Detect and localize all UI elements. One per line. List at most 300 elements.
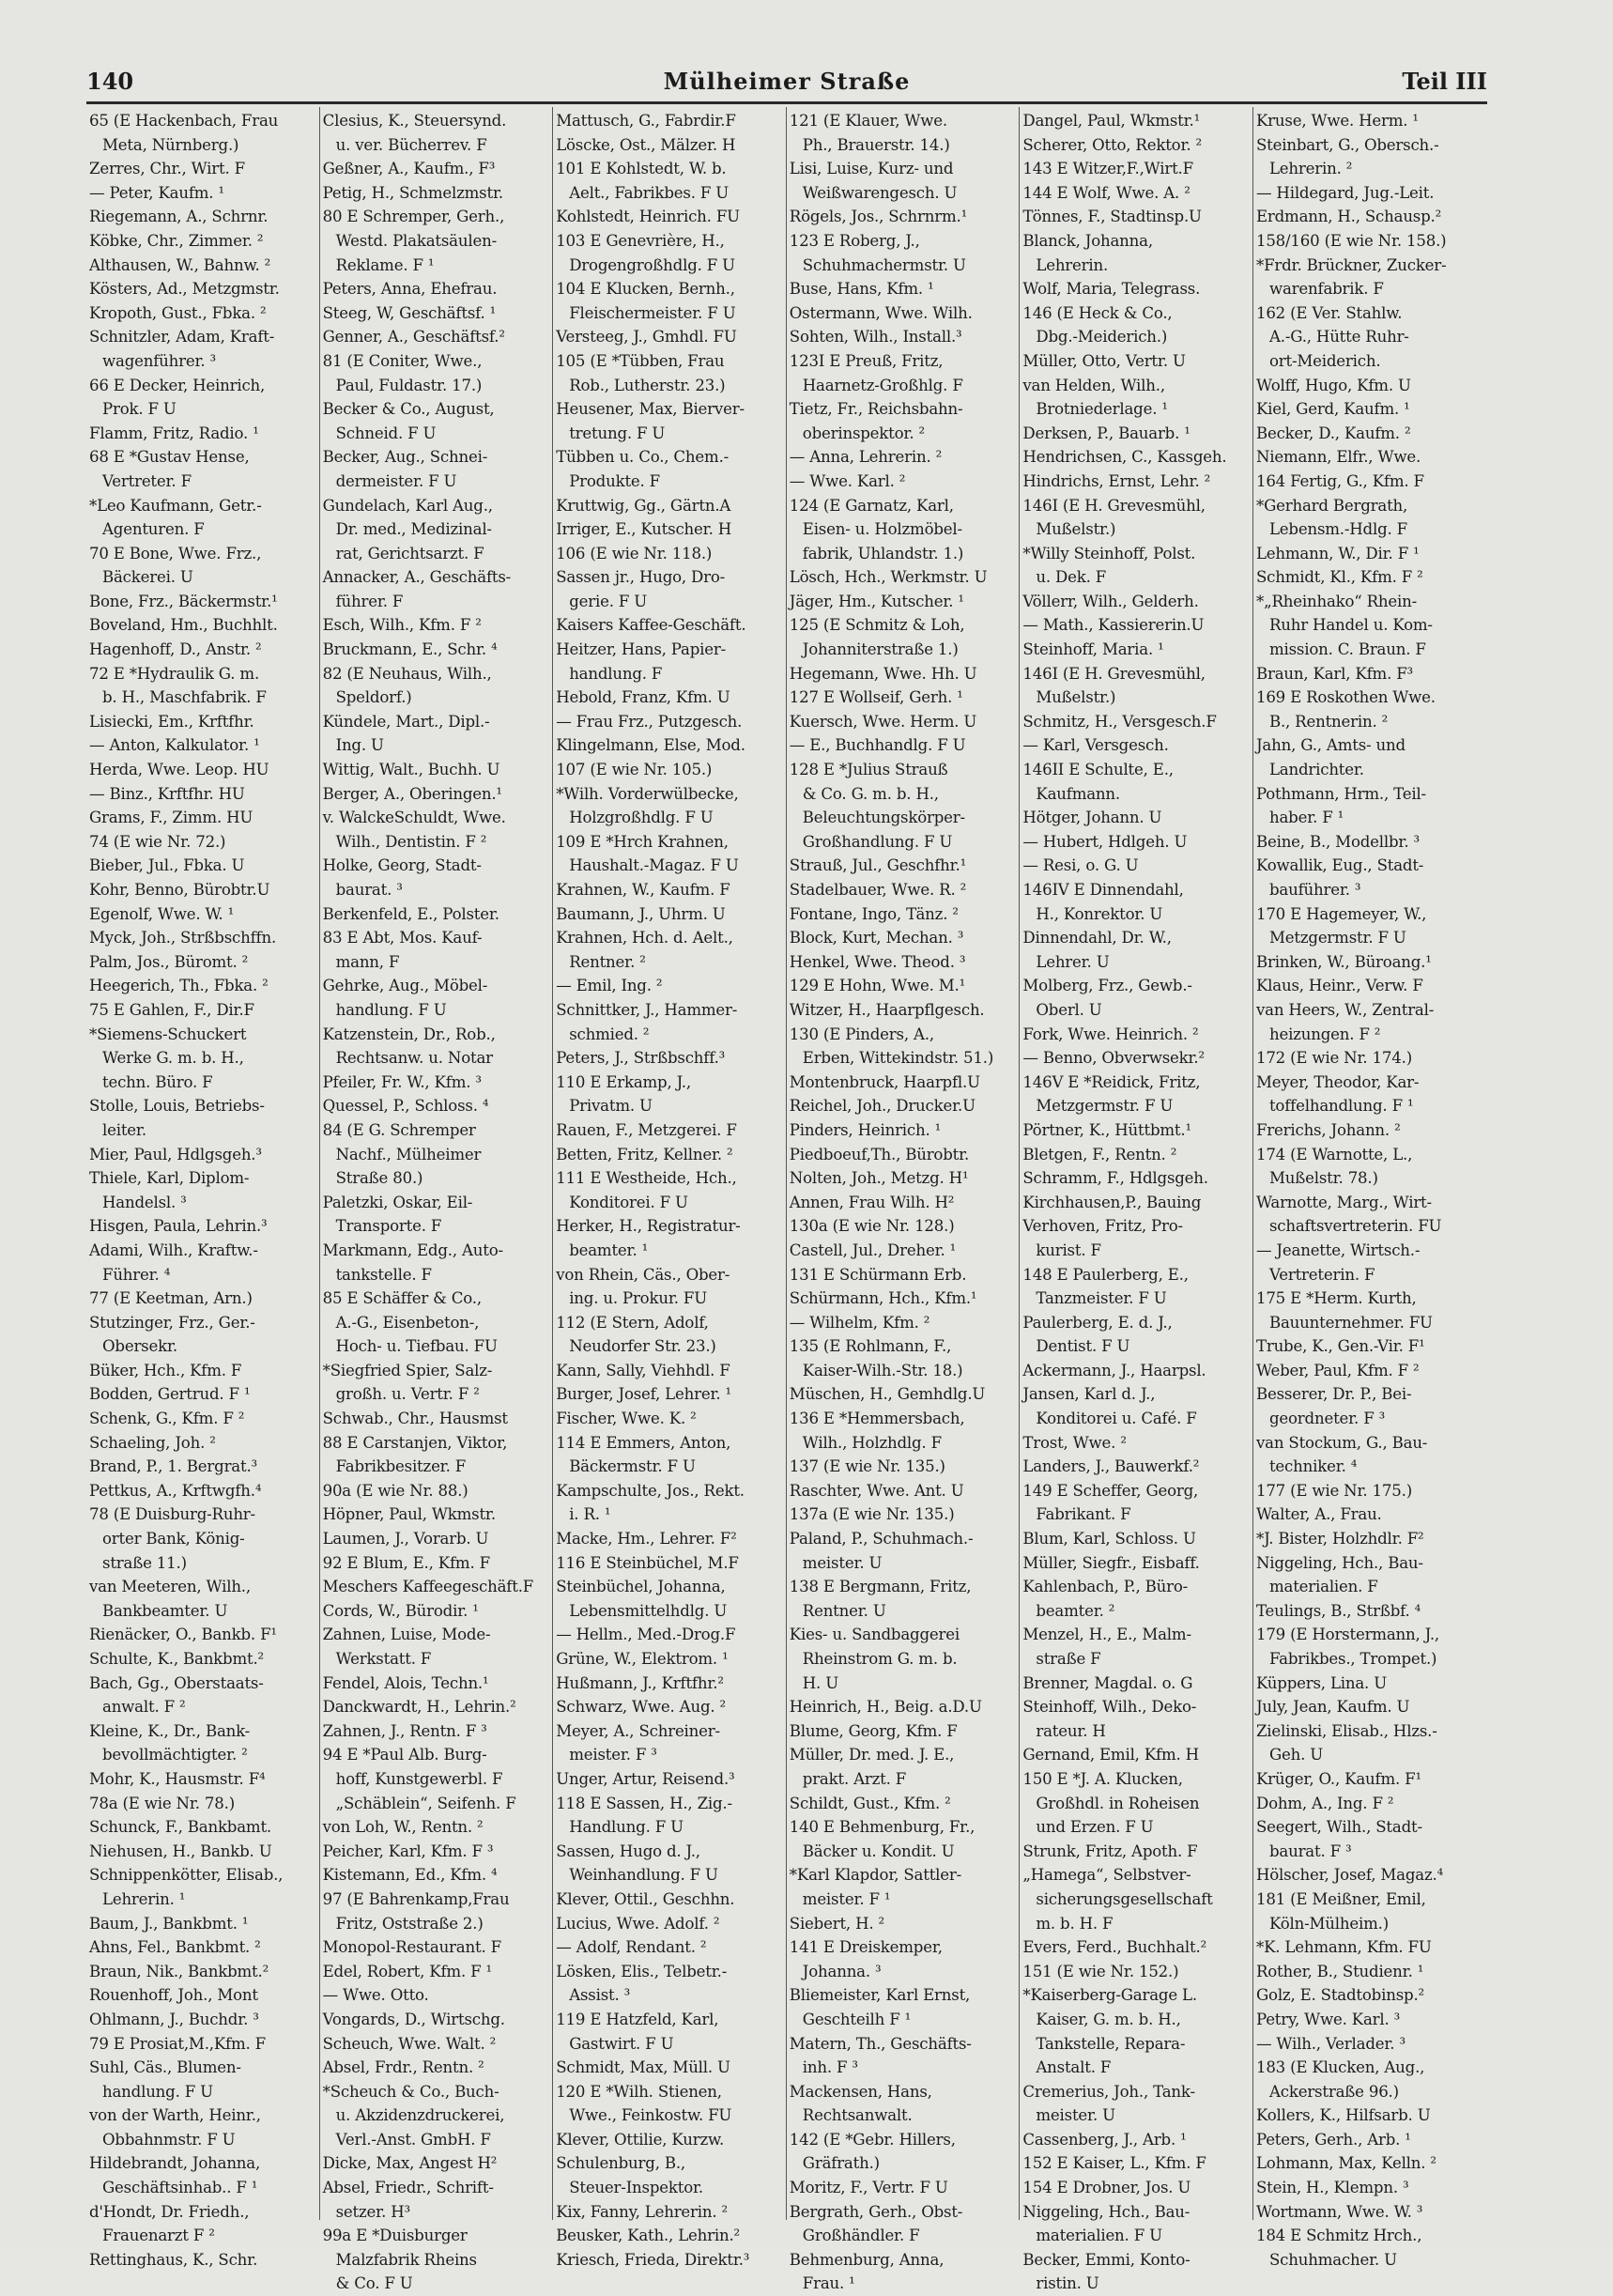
directory-entry-line: 140 E Behmenburg, Fr.,	[789, 1818, 975, 1837]
directory-entry-line: Fork, Wwe. Heinrich. ²	[1022, 1025, 1199, 1043]
directory-entry-line: *Gerhard Bergrath,	[1255, 496, 1408, 515]
directory-entry-line: Jansen, Karl d. J.,	[1022, 1385, 1156, 1404]
directory-entry-line: Lebensm.-Hdlg. F	[1268, 520, 1407, 539]
directory-entry-line: Macke, Hm., Lehrer. F²	[556, 1530, 737, 1549]
directory-entry-line: Trube, K., Gen.-Vir. F¹	[1255, 1337, 1425, 1356]
directory-entry-line: baurat. ³	[335, 881, 403, 899]
directory-entry-line: Mackensen, Hans,	[789, 2082, 932, 2101]
directory-entry-line: 88 E Carstanjen, Viktor,	[322, 1433, 508, 1452]
directory-entry-line: Beine, B., Modellbr. ³	[1255, 832, 1420, 851]
directory-entry-line: Bach, Gg., Oberstaats-	[89, 1673, 264, 1692]
directory-entry-line: Niggeling, Hch., Bau-	[1255, 1553, 1423, 1572]
directory-entry-line: Wortmann, Wwe. W. ³	[1255, 2202, 1423, 2221]
directory-entry-line: 107 (E wie Nr. 105.)	[556, 761, 713, 779]
directory-entry-line: 172 (E wie Nr. 174.)	[1255, 1049, 1412, 1068]
directory-entry-line: Molberg, Frz., Gewb.-	[1022, 977, 1192, 995]
directory-entry-line: Unger, Artur, Reisend.³	[556, 1769, 735, 1788]
directory-entry-line: Rechtsanw. u. Notar	[335, 1049, 493, 1068]
directory-entry-line: Lösch, Hch., Werkmstr. U	[789, 568, 988, 587]
directory-entry-line: Konditorei. F U	[569, 1193, 688, 1211]
directory-entry-line: 146V E *Reidick, Fritz,	[1022, 1072, 1201, 1091]
directory-entry-line: materialien. F U	[1036, 2227, 1162, 2245]
directory-columns	[86, 107, 1487, 2293]
directory-entry-line: Steeg, W, Geschäftsf. ¹	[322, 303, 497, 322]
directory-entry-line: 90a (E wie Nr. 88.)	[322, 1481, 469, 1500]
directory-entry-line: Siebert, H. ²	[789, 1914, 884, 1933]
directory-entry-line: Köln-Mülheim.)	[1268, 1914, 1389, 1933]
directory-entry-line: Stadelbauer, Wwe. R. ²	[789, 881, 967, 899]
directory-entry-line: Kösters, Ad., Metzgmstr.	[89, 280, 280, 299]
directory-entry-line: — Karl, Versgesch.	[1022, 736, 1169, 755]
directory-entry-line: Kaiser-Wilh.-Str. 18.)	[802, 1361, 963, 1379]
directory-entry-line: geordneter. F ³	[1268, 1410, 1386, 1428]
directory-entry-line: ristin. U	[1036, 2274, 1099, 2293]
directory-entry-line: Monopol-Restaurant. F	[322, 1938, 501, 1957]
directory-entry-line: Schürmann, Hch., Kfm.¹	[789, 1289, 977, 1308]
directory-entry-line: Kaiser, G. m. b. H.,	[1036, 2010, 1181, 2028]
directory-entry-line: Dicke, Max, Angest H²	[322, 2154, 498, 2173]
directory-entry-line: Dohm, A., Ing. F ²	[1255, 1794, 1394, 1812]
directory-entry-line: 142 (E *Gebr. Hillers,	[789, 2130, 956, 2149]
directory-entry-line: von der Warth, Heinr.,	[89, 2106, 261, 2125]
directory-entry-line: Peicher, Karl, Kfm. F ³	[322, 1841, 494, 1860]
directory-entry-line: Meyer, Theodor, Kar-	[1255, 1072, 1420, 1091]
directory-entry-line: *K. Lehmann, Kfm. FU	[1255, 1938, 1432, 1957]
directory-entry-line: Lehrerin. ¹	[102, 1889, 186, 1908]
directory-entry-line: 94 E *Paul Alb. Burg-	[322, 1746, 487, 1764]
directory-entry-line: haber. F ¹	[1268, 809, 1344, 827]
directory-entry-line: bauführer. ³	[1268, 881, 1361, 899]
directory-entry-line: 123 E Roberg, J.,	[789, 231, 920, 250]
directory-entry-line: materialien. F	[1268, 1578, 1378, 1596]
directory-entry-line: — Wwe. Otto.	[322, 1986, 429, 2005]
directory-entry-line: Besserer, Dr. P., Bei-	[1255, 1385, 1412, 1404]
directory-entry-line: mission. C. Braun. F	[1268, 640, 1426, 659]
directory-entry-line: m. b. H. F	[1036, 1914, 1114, 1933]
directory-entry-line: 146 (E Heck & Co.,	[1022, 303, 1173, 322]
directory-entry-line: Becker, Emmi, Konto-	[1022, 2250, 1191, 2269]
directory-entry-line: tankstelle. F	[335, 1265, 432, 1284]
directory-entry-line: Vertreterin. F	[1268, 1265, 1375, 1284]
directory-entry-line: Ruhr Handel u. Kom-	[1268, 616, 1433, 635]
directory-entry-line: 74 (E wie Nr. 72.)	[89, 832, 226, 851]
directory-entry-line: Rouenhoff, Joh., Mont	[89, 1986, 258, 2005]
directory-entry-line: Bone, Frz., Bäckermstr.¹	[89, 592, 278, 610]
directory-entry-line: Reichel, Joh., Drucker.U	[789, 1097, 975, 1116]
directory-entry-line: Landers, J., Bauwerkf.²	[1022, 1457, 1200, 1476]
directory-entry-line: großh. u. Vertr. F ²	[335, 1385, 480, 1404]
directory-entry-line: Lehrerin. ²	[1268, 160, 1353, 178]
directory-entry-line: Schwab., Chr., Hausmst	[322, 1410, 508, 1428]
directory-entry-line: Klever, Ottilie, Kurzw.	[556, 2130, 725, 2149]
directory-entry-line: 162 (E Ver. Stahlw.	[1255, 303, 1403, 322]
directory-entry-line: Heinrich, H., Beig. a.D.U	[789, 1698, 982, 1717]
directory-entry-line: Golz, E. Stadtobinsp.²	[1255, 1986, 1424, 2005]
directory-entry-line: Küppers, Lina. U	[1255, 1673, 1387, 1692]
directory-entry-line: Lisi, Luise, Kurz- und	[789, 160, 954, 178]
directory-entry-line: Zahnen, Luise, Mode-	[322, 1626, 491, 1644]
directory-entry-line: 82 (E Neuhaus, Wilh.,	[322, 664, 492, 683]
directory-entry-line: Jahn, G., Amts- und	[1255, 736, 1406, 755]
directory-entry-line: Becker, Aug., Schnei-	[322, 448, 488, 467]
directory-entry-line: anwalt. F ²	[102, 1698, 186, 1717]
directory-entry-line: 184 E Schmitz Hrch.,	[1255, 2227, 1422, 2245]
directory-entry-line: Aelt., Fabrikbes. F U	[569, 183, 730, 202]
directory-entry-line: Bäcker u. Kondit. U	[802, 1841, 955, 1860]
directory-entry-line: — Adolf, Rendant. ²	[556, 1938, 707, 1957]
directory-entry-line: Landrichter.	[1268, 761, 1364, 779]
directory-entry-line: Scherer, Otto, Rektor. ²	[1022, 135, 1202, 154]
directory-entry-line: 78a (E wie Nr. 78.)	[89, 1794, 235, 1812]
directory-entry-line: beamter. ¹	[569, 1240, 649, 1259]
directory-entry-line: Agenturen. F	[102, 520, 205, 539]
column-3	[553, 107, 787, 2269]
directory-entry-line: Nolten, Joh., Metzg. H¹	[789, 1169, 969, 1188]
column-1	[86, 107, 320, 2269]
directory-entry-line: Stutzinger, Frz., Ger.-	[89, 1313, 255, 1332]
directory-entry-line: von Loh, W., Rentn. ²	[322, 1818, 484, 1837]
directory-entry-line: Bodden, Gertrud. F ¹	[89, 1385, 251, 1404]
directory-entry-line: Ostermann, Wwe. Wilh.	[789, 303, 973, 322]
directory-entry-line: Eisen- u. Holzmöbel-	[802, 520, 962, 539]
directory-entry-line: Fabrikbesitzer. F	[335, 1457, 467, 1476]
directory-entry-line: — Peter, Kaufm. ¹	[89, 183, 224, 202]
directory-entry-line: Schaeling, Joh. ²	[89, 1433, 216, 1452]
directory-entry-line: Vongards, D., Wirtschg.	[322, 2010, 505, 2028]
directory-entry-line: Schuhmacher. U	[1268, 2250, 1397, 2269]
directory-entry-line: Henkel, Wwe. Theod. ³	[789, 952, 966, 971]
directory-entry-line: Stein, H., Klempn. ³	[1255, 2179, 1409, 2197]
directory-entry-line: Verl.-Anst. GmbH. F	[335, 2130, 491, 2149]
directory-entry-line: — Emil, Ing. ²	[556, 977, 663, 995]
directory-entry-line: Hagenhoff, D., Anstr. ²	[89, 640, 262, 659]
directory-entry-line: Kix, Fanny, Lehrerin. ²	[556, 2202, 728, 2221]
directory-entry-line: 120 E *Wilh. Stienen,	[556, 2082, 722, 2101]
directory-entry-line: Bäckerei. U	[102, 568, 193, 587]
directory-entry-line: Speldorf.)	[335, 688, 412, 707]
directory-entry-line: Klever, Ottil., Geschhn.	[556, 1889, 735, 1908]
directory-entry-line: & Co. G. m. b. H.,	[802, 784, 939, 803]
directory-entry-line: — Wilh., Verlader. ³	[1255, 2034, 1406, 2053]
directory-entry-line: *Scheuch & Co., Buch-	[322, 2082, 499, 2101]
directory-entry-line: 84 (E G. Schremper	[322, 1120, 476, 1139]
column-4	[787, 107, 1021, 2293]
directory-entry-line: Hindrichs, Ernst, Lehr. ²	[1022, 471, 1211, 490]
directory-entry-line: Ing. U	[335, 736, 384, 755]
directory-entry-line: — Hellm., Med.-Drog.F	[556, 1626, 736, 1644]
directory-entry-line: Anstalt. F	[1036, 2058, 1112, 2077]
directory-entry-line: Verhoven, Fritz, Pro-	[1022, 1217, 1183, 1236]
directory-entry-line: Kaufmann.	[1036, 784, 1120, 803]
directory-entry-line: Katzenstein, Dr., Rob.,	[322, 1025, 496, 1043]
directory-entry-line: van Helden, Wilh.,	[1022, 376, 1165, 394]
directory-entry-line: Höpner, Paul, Wkmstr.	[322, 1505, 496, 1524]
directory-entry-line: meister. F ¹	[802, 1889, 891, 1908]
directory-entry-line: techniker. ⁴	[1268, 1457, 1358, 1476]
directory-entry-line: 138 E Bergmann, Fritz,	[789, 1578, 972, 1596]
directory-entry-line: Lisiecki, Em., Krftfhr.	[89, 712, 254, 731]
street-heading: Mülheimer Straße	[663, 68, 911, 95]
directory-entry-line: Suhl, Cäs., Blumen-	[89, 2058, 241, 2077]
directory-entry-line: Montenbruck, Haarpfl.U	[789, 1072, 980, 1091]
directory-entry-line: Tankstelle, Repara-	[1036, 2034, 1186, 2053]
directory-entry-line: Kruse, Wwe. Herm. ¹	[1255, 112, 1419, 130]
directory-entry-line: Assist. ³	[569, 1986, 631, 2005]
directory-entry-line: Derksen, P., Bauarb. ¹	[1022, 424, 1191, 442]
directory-entry-line: Zahnen, J., Rentn. F ³	[322, 1721, 487, 1740]
directory-entry-line: Hebold, Franz, Kfm. U	[556, 688, 730, 707]
directory-entry-line: Fendel, Alois, Techn.¹	[322, 1673, 489, 1692]
directory-entry-line: 101 E Kohlstedt, W. b.	[556, 160, 727, 178]
page-number: 140	[86, 68, 134, 95]
directory-entry-line: Bäckermstr. F U	[569, 1457, 696, 1476]
directory-entry-line: Rienäcker, O., Bankb. F¹	[89, 1626, 277, 1644]
directory-entry-line: straße F	[1036, 1650, 1101, 1668]
directory-entry-line: Geh. U	[1268, 1746, 1324, 1764]
directory-entry-line: Becker & Co., August,	[322, 400, 495, 419]
directory-entry-line: July, Jean, Kaufm. U	[1255, 1698, 1410, 1717]
header-rule	[86, 101, 1487, 104]
directory-entry-line: Haarnetz-Großhlg. F	[802, 376, 963, 394]
directory-entry-line: Pörtner, K., Hüttbmt.¹	[1022, 1120, 1191, 1139]
directory-entry-line: van Meeteren, Wilh.,	[89, 1578, 251, 1596]
directory-entry-line: Holzgroßhdlg. F U	[569, 809, 714, 827]
directory-entry-line: — Resi, o. G. U	[1022, 856, 1139, 875]
directory-entry-line: Burger, Josef, Lehrer. ¹	[556, 1385, 731, 1404]
directory-entry-line: Geßner, A., Kaufm., F³	[322, 160, 496, 178]
directory-entry-line: Herda, Wwe. Leop. HU	[89, 761, 269, 779]
directory-entry-line: Petry, Wwe. Karl. ³	[1255, 2010, 1401, 2028]
directory-entry-line: „Schäblein“, Seifenh. F	[335, 1794, 516, 1812]
directory-entry-line: Raschter, Wwe. Ant. U	[789, 1481, 964, 1500]
directory-entry-line: Müller, Siegfr., Eisbaff.	[1022, 1553, 1200, 1572]
directory-entry-line: Privatm. U	[569, 1097, 653, 1116]
directory-entry-line: 136 E *Hemmersbach,	[789, 1410, 965, 1428]
directory-entry-line: Tübben u. Co., Chem.-	[556, 448, 730, 467]
directory-entry-line: Kistemann, Ed., Kfm. ⁴	[322, 1866, 498, 1885]
directory-entry-line: handlung. F U	[102, 2082, 213, 2101]
directory-entry-line: 177 (E wie Nr. 175.)	[1255, 1481, 1412, 1500]
directory-entry-line: Adami, Wilh., Kraftw.-	[89, 1240, 258, 1259]
directory-entry-line: fabrik, Uhlandstr. 1.)	[802, 544, 964, 562]
directory-entry-line: — Anton, Kalkulator. ¹	[89, 736, 260, 755]
directory-entry-line: Kohlstedt, Heinrich. FU	[556, 208, 740, 226]
directory-entry-line: Behmenburg, Anna,	[789, 2250, 945, 2269]
directory-entry-line: Irriger, E., Kutscher. H	[556, 520, 731, 539]
directory-entry-line: 175 E *Herm. Kurth,	[1255, 1289, 1417, 1308]
directory-entry-line: Egenolf, Wwe. W. ¹	[89, 904, 235, 923]
directory-entry-line: Bankbeamter. U	[102, 1601, 228, 1620]
directory-entry-line: Müller, Dr. med. J. E.,	[789, 1746, 955, 1764]
directory-entry-line: Geschteilh F ¹	[802, 2010, 912, 2028]
directory-entry-line: Meschers Kaffeegeschäft.F	[322, 1578, 534, 1596]
directory-entry-line: Klingelmann, Else, Mod.	[556, 736, 745, 755]
directory-entry-line: techn. Büro. F	[102, 1072, 213, 1091]
directory-entry-line: Obbahnmstr. F U	[102, 2130, 236, 2149]
directory-entry-line: 99a E *Duisburger	[322, 2227, 468, 2245]
directory-entry-line: Matern, Th., Geschäfts-	[789, 2034, 972, 2053]
directory-entry-line: Hötger, Johann. U	[1022, 809, 1162, 827]
directory-entry-line: Dr. med., Medizinal-	[335, 520, 492, 539]
directory-entry-line: Tönnes, F., Stadtinsp.U	[1022, 208, 1202, 226]
directory-entry-line: *Siemens-Schuckert	[89, 1025, 247, 1043]
directory-entry-line: Castell, Jul., Dreher. ¹	[789, 1240, 957, 1259]
directory-entry-line: Rauen, F., Metzgerei. F	[556, 1120, 737, 1139]
directory-entry-line: Warnotte, Marg., Wirt-	[1255, 1193, 1432, 1211]
directory-entry-line: Block, Kurt, Mechan. ³	[789, 929, 964, 948]
directory-entry-line: Hußmann, J., Krftfhr.²	[556, 1673, 724, 1692]
directory-entry-line: 146II E Schulte, E.,	[1022, 761, 1174, 779]
directory-entry-line: Petig, H., Schmelzmstr.	[322, 183, 503, 202]
directory-entry-line: 135 (E Rohlmann, F.,	[789, 1337, 952, 1356]
directory-entry-line: Mußelstr.)	[1036, 688, 1116, 707]
directory-entry-line: 116 E Steinbüchel, M.F	[556, 1553, 739, 1572]
directory-entry-line: 68 E *Gustav Hense,	[89, 448, 250, 467]
directory-entry-line: Völlerr, Wilh., Gelderh.	[1022, 592, 1199, 610]
directory-entry-line: Drogengroßhdlg. F U	[569, 255, 735, 274]
directory-entry-line: Niggeling, Hch., Bau-	[1022, 2202, 1191, 2221]
directory-entry-line: Konditorei u. Café. F	[1036, 1410, 1197, 1428]
directory-entry-line: Werke G. m. b. H.,	[102, 1049, 244, 1068]
directory-entry-line: Klaus, Heinr., Verw. F	[1255, 977, 1423, 995]
directory-entry-line: 179 (E Horstermann, J.,	[1255, 1626, 1439, 1644]
directory-entry-line: — Anna, Lehrerin. ²	[789, 448, 943, 467]
directory-entry-line: Lehrerin.	[1036, 255, 1109, 274]
directory-entry-line: Pinders, Heinrich. ¹	[789, 1120, 942, 1139]
directory-entry-line: u. Akzidenzdruckerei,	[335, 2106, 505, 2125]
directory-entry-line: 128 E *Julius Strauß	[789, 761, 948, 779]
directory-entry-line: Niemann, Elfr., Wwe.	[1255, 448, 1421, 467]
directory-entry-line: Ph., Brauerstr. 14.)	[802, 135, 950, 154]
column-2	[320, 107, 554, 2293]
directory-entry-line: 148 E Paulerberg, E.,	[1022, 1265, 1189, 1284]
directory-entry-line: Sassen jr., Hugo, Dro-	[556, 568, 726, 587]
directory-entry-line: Peters, J., Strßbschff.³	[556, 1049, 726, 1068]
directory-entry-line: Haushalt.-Magaz. F U	[569, 856, 739, 875]
directory-entry-line: Baumann, J., Uhrm. U	[556, 904, 726, 923]
directory-entry-line: Bletgen, F., Rentn. ²	[1022, 1145, 1177, 1163]
directory-entry-line: Schenk, G., Kfm. F ²	[89, 1410, 245, 1428]
directory-entry-line: Cassenberg, J., Arb. ¹	[1022, 2130, 1187, 2149]
directory-entry-line: Sassen, Hugo d. J.,	[556, 1841, 700, 1860]
directory-entry-line: 125 (E Schmitz & Loh,	[789, 616, 965, 635]
directory-entry-line: Schulte, K., Bankbmt.²	[89, 1650, 264, 1668]
directory-entry-line: Großhdl. in Roheisen	[1036, 1794, 1200, 1812]
directory-entry-line: straße 11.)	[102, 1553, 187, 1572]
directory-entry-line: *Frdr. Brückner, Zucker-	[1255, 255, 1447, 274]
directory-entry-line: Johanniterstraße 1.)	[802, 640, 959, 659]
directory-entry-line: — Binz., Krftfhr. HU	[89, 784, 245, 803]
directory-entry-line: Frerichs, Johann. ²	[1255, 1120, 1401, 1139]
directory-entry-line: B., Rentnerin. ²	[1268, 712, 1389, 731]
directory-entry-line: Cremerius, Joh., Tank-	[1022, 2082, 1195, 2101]
directory-entry-line: Steinbart, G., Obersch.-	[1255, 135, 1439, 154]
directory-entry-line: 158/160 (E wie Nr. 158.)	[1255, 231, 1447, 250]
directory-entry-line: Hildebrandt, Johanna,	[89, 2154, 261, 2173]
directory-entry-line: Kaisers Kaffee-Geschäft.	[556, 616, 746, 635]
directory-entry-line: Mattusch, G., Fabrdir.F	[556, 112, 736, 130]
directory-entry-line: handlung. F	[569, 664, 663, 683]
directory-entry-line: Kleine, K., Dr., Bank-	[89, 1721, 251, 1740]
directory-entry-line: „Hamega“, Selbstver-	[1022, 1866, 1191, 1885]
directory-entry-line: handlung. F U	[335, 1000, 447, 1019]
directory-entry-line: — Jeanette, Wirtsch.-	[1255, 1240, 1421, 1259]
directory-entry-line: Frauenarzt F ²	[102, 2227, 215, 2245]
directory-entry-line: Gräfrath.)	[802, 2154, 880, 2173]
directory-entry-line: Teulings, B., Strßbf. ⁴	[1255, 1601, 1421, 1620]
directory-entry-line: Beusker, Kath., Lehrin.²	[556, 2227, 740, 2245]
directory-entry-line: Menzel, H., E., Malm-	[1022, 1626, 1191, 1644]
directory-entry-line: Malzfabrik Rheins	[335, 2250, 477, 2269]
directory-entry-line: 66 E Decker, Heinrich,	[89, 376, 266, 394]
directory-entry-line: warenfabrik. F	[1268, 280, 1384, 299]
directory-entry-line: Kann, Sally, Viehhdl. F	[556, 1361, 730, 1379]
directory-entry-line: Kriesch, Frieda, Direktr.³	[556, 2250, 750, 2269]
directory-entry-line: 169 E Roskothen Wwe.	[1255, 688, 1436, 707]
directory-entry-line: Grüne, W., Elektrom. ¹	[556, 1650, 729, 1668]
directory-entry-line: Mußelstr.)	[1036, 520, 1116, 539]
directory-entry-line: Brotniederlage. ¹	[1036, 400, 1168, 419]
directory-entry-line: wagenführer. ³	[102, 351, 217, 370]
directory-entry-line: Krüger, O., Kaufm. F¹	[1255, 1769, 1421, 1788]
directory-entry-line: Schnitzler, Adam, Kraft-	[89, 328, 275, 347]
directory-entry-line: H. U	[802, 1673, 838, 1692]
directory-entry-line: Piedboeuf,Th., Bürobtr.	[789, 1145, 970, 1163]
directory-entry-line: Paletzki, Oskar, Eil-	[322, 1193, 473, 1211]
directory-entry-line: 149 E Scheffer, Georg,	[1022, 1481, 1199, 1500]
directory-entry-line: Brand, P., 1. Bergrat.³	[89, 1457, 257, 1476]
directory-entry-line: Fontane, Ingo, Tänz. ²	[789, 904, 959, 923]
directory-entry-line: 150 E *J. A. Klucken,	[1022, 1769, 1183, 1788]
directory-entry-line: Betten, Fritz, Kellner. ²	[556, 1145, 733, 1163]
directory-entry-line: Steinbüchel, Johanna,	[556, 1578, 726, 1596]
directory-entry-line: — Math., Kassiererin.U	[1022, 616, 1205, 635]
directory-entry-line: *„Rheinhako“ Rhein-	[1255, 592, 1418, 610]
directory-entry-line: Vertreter. F	[102, 471, 192, 490]
directory-entry-line: Kuersch, Wwe. Herm. U	[789, 712, 977, 731]
directory-entry-line: Frau. ¹	[802, 2274, 855, 2293]
directory-entry-line: 83 E Abt, Mos. Kauf-	[322, 929, 483, 948]
directory-entry-line: Witzer, H., Haarpflgesch.	[789, 1000, 985, 1019]
directory-entry-line: 65 (E Hackenbach, Frau	[89, 112, 279, 130]
directory-entry-line: Rechtsanwalt.	[802, 2106, 913, 2125]
directory-entry-line: Rother, B., Studienr. ¹	[1255, 1962, 1424, 1980]
directory-entry-line: Obersekr.	[102, 1337, 177, 1356]
directory-entry-line: gerie. F U	[569, 592, 648, 610]
directory-entry-line: 72 E *Hydraulik G. m.	[89, 664, 260, 683]
directory-entry-line: Großhändler. F	[802, 2227, 920, 2245]
directory-entry-line: Kirchhausen,P., Bauing	[1022, 1193, 1202, 1211]
directory-entry-line: — Frau Frz., Putzgesch.	[556, 712, 743, 731]
directory-entry-line: Bliemeister, Karl Ernst,	[789, 1986, 971, 2005]
directory-entry-line: Cords, W., Bürodir. ¹	[322, 1601, 479, 1620]
directory-entry-line: Walter, A., Frau.	[1255, 1505, 1382, 1524]
directory-entry-line: Führer. ⁴	[102, 1265, 171, 1284]
directory-entry-line: orter Bank, König-	[102, 1530, 245, 1549]
directory-entry-line: Rentner. ²	[569, 952, 646, 971]
directory-entry-line: — E., Buchhandlg. F U	[789, 736, 966, 755]
directory-entry-line: b. H., Maschfabrik. F	[102, 688, 267, 707]
directory-entry-line: Kollers, K., Hilfsarb. U	[1255, 2106, 1431, 2125]
directory-entry-line: Ahns, Fel., Bankbmt. ²	[89, 1938, 261, 1957]
directory-entry-line: toffelhandlung. F ¹	[1268, 1097, 1414, 1116]
directory-entry-line: meister. F ³	[569, 1746, 657, 1764]
directory-entry-line: Wolf, Maria, Telegrass.	[1022, 280, 1201, 299]
directory-entry-line: Genner, A., Geschäftsf.²	[322, 328, 505, 347]
directory-entry-line: & Co. F U	[335, 2274, 413, 2293]
directory-entry-line: Markmann, Edg., Auto-	[322, 1240, 503, 1259]
directory-entry-line: 146IV E Dinnendahl,	[1022, 881, 1184, 899]
